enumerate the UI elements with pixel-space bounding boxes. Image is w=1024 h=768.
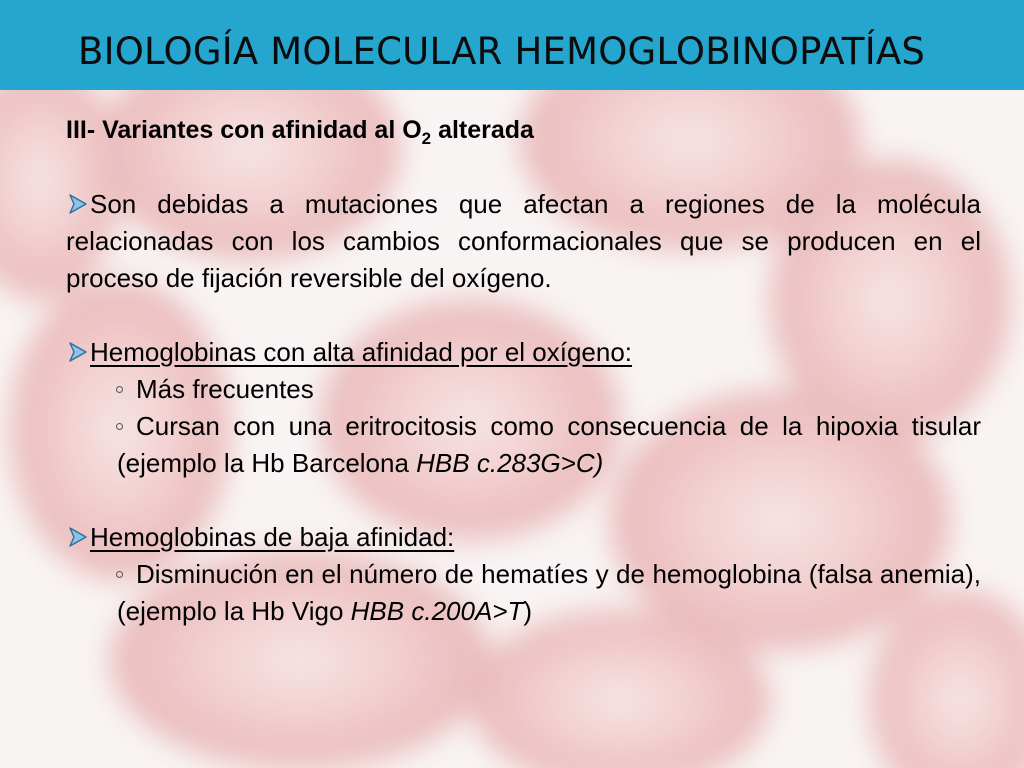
sub-bullet-3-1-tail: ) — [523, 596, 533, 626]
heading-text: III- Variantes con afinidad al O — [66, 116, 422, 144]
bullet-point-2-title: Hemoglobinas con alta afinidad por el oxígeno: — [90, 337, 633, 367]
sub-bullet-3-1 — [66, 556, 981, 630]
bullet-point-1-text: Son debidas a mutaciones que afectan a regiones de la molécula relacionadas con los cambios conformacionales que se producen en el proceso de fijación reversible del oxígeno. — [66, 189, 981, 293]
bullet-point-1 — [66, 186, 981, 297]
bullet-point-3 — [66, 519, 981, 630]
sub-bullet-2-2-text — [117, 408, 981, 482]
sub-bullet-3-1-text — [117, 556, 981, 630]
sub-bullet-2-2-plain: Cursan con una eritrocitosis como consecuencia de la hipoxia tisular (ejemplo la Hb Barcelona — [117, 411, 981, 478]
arrow-bullet-icon — [66, 193, 90, 215]
sub-bullet-2-2 — [66, 408, 981, 482]
circle-bullet-icon — [116, 386, 123, 393]
bullet-point-3-title: Hemoglobinas de baja afinidad: — [90, 522, 455, 552]
circle-bullet-icon — [116, 423, 123, 430]
heading-tail: alterada — [431, 116, 534, 144]
sub-bullet-3-1-plain: Disminución en el número de hematíes y de hemoglobina (falsa anemia), (ejemplo la Hb Vigo — [117, 559, 981, 626]
sub-bullet-2-2-italic: HBB c.283G>C) — [416, 448, 604, 478]
arrow-bullet-icon — [66, 526, 90, 548]
slide-content — [66, 112, 981, 630]
sub-bullet-2-1 — [66, 371, 981, 408]
section-heading — [66, 112, 981, 149]
heading-subscript: 2 — [421, 129, 432, 148]
arrow-bullet-icon — [66, 341, 90, 363]
bullet-point-2 — [66, 334, 981, 482]
sub-bullet-2-1-text: Más frecuentes — [136, 374, 314, 404]
header-bar — [0, 0, 1024, 90]
slide-title: BIOLOGÍA MOLECULAR HEMOGLOBINOPATÍAS — [78, 30, 926, 73]
sub-bullet-3-1-italic: HBB c.200A>T — [350, 596, 524, 626]
circle-bullet-icon — [116, 571, 123, 578]
